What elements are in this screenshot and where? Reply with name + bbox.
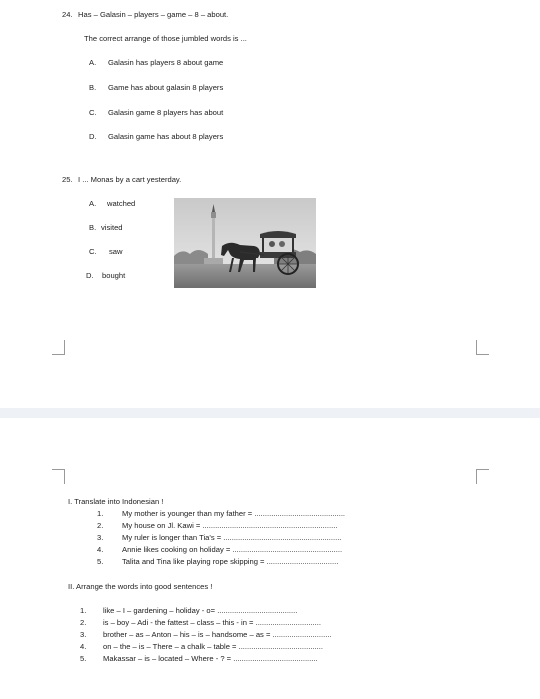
q25-question: I ... Monas by a cart yesterday. xyxy=(78,175,182,184)
section1-item: My house on Jl. Kawi = ................................................................ xyxy=(122,521,338,530)
section2-item-num: 2. xyxy=(80,618,87,627)
q24-option-c: Galasin game 8 players has about xyxy=(108,108,224,117)
section1-item-num: 5. xyxy=(97,557,104,566)
q25-option-a: watched xyxy=(107,199,136,208)
crop-mark xyxy=(476,469,489,484)
q25-option-d: bought xyxy=(102,271,126,280)
q24-option-letter: A. xyxy=(89,58,97,67)
q25-option-letter: C. xyxy=(89,247,97,256)
page-gap xyxy=(0,408,540,418)
q25-option-letter: D. xyxy=(86,271,94,280)
section1-item-num: 2. xyxy=(97,521,104,530)
crop-mark xyxy=(476,340,489,355)
q24-instruction: The correct arrange of those jumbled words is ... xyxy=(84,34,247,43)
q25-option-letter: B. xyxy=(89,223,97,232)
q24-option-letter: D. xyxy=(89,132,97,141)
q24-option-letter: C. xyxy=(89,108,97,117)
q25-number: 25. xyxy=(62,175,73,184)
crop-mark xyxy=(52,469,65,484)
q24-option-b: Game has about galasin 8 players xyxy=(108,83,224,92)
section2-heading: II. Arrange the words into good sentences ! xyxy=(68,582,213,591)
section1-item-num: 3. xyxy=(97,533,104,542)
section2-item-num: 5. xyxy=(80,654,87,663)
q24-number: 24. xyxy=(62,10,73,19)
page-2 xyxy=(0,418,540,699)
q24-option-letter: B. xyxy=(89,83,97,92)
section2-item: brother – as – Anton – his – is – handsome – as = ............................ xyxy=(103,630,332,639)
crop-mark xyxy=(52,340,65,355)
section2-item-num: 1. xyxy=(80,606,87,615)
q25-option-c: saw xyxy=(109,247,123,256)
section2-item-num: 3. xyxy=(80,630,87,639)
q25-option-b: visited xyxy=(101,223,123,232)
section1-item: Talita and Tina like playing rope skipping = .................................. xyxy=(122,557,339,566)
section2-item-num: 4. xyxy=(80,642,87,651)
section1-item-num: 1. xyxy=(97,509,104,518)
section2-item: like – I – gardening – holiday - o= ...................................... xyxy=(103,606,298,615)
section1-item: My ruler is longer than Tia's = ........................................................ xyxy=(122,533,342,542)
section1-item: My mother is younger than my father = ........................................... xyxy=(122,509,346,518)
horse-cart-monas-photo xyxy=(174,198,316,288)
section1-heading: I. Translate into Indonesian ! xyxy=(68,497,164,506)
section2-item: Makassar – is – located – Where - ? = ........................................ xyxy=(103,654,318,663)
section2-item: on – the – is – There – a chalk – table = ........................................ xyxy=(103,642,323,651)
q24-option-a: Galasin has players 8 about game xyxy=(108,58,224,67)
section1-item: Annie likes cooking on holiday = .................................................... xyxy=(122,545,343,554)
q24-question: Has – Galasin – players – game – 8 – about. xyxy=(78,10,229,19)
q25-option-letter: A. xyxy=(89,199,97,208)
section2-item: is – boy – Adi - the fattest – class – this - in = ............................... xyxy=(103,618,321,627)
q24-option-d: Galasin game has about 8 players xyxy=(108,132,224,141)
section1-item-num: 4. xyxy=(97,545,104,554)
